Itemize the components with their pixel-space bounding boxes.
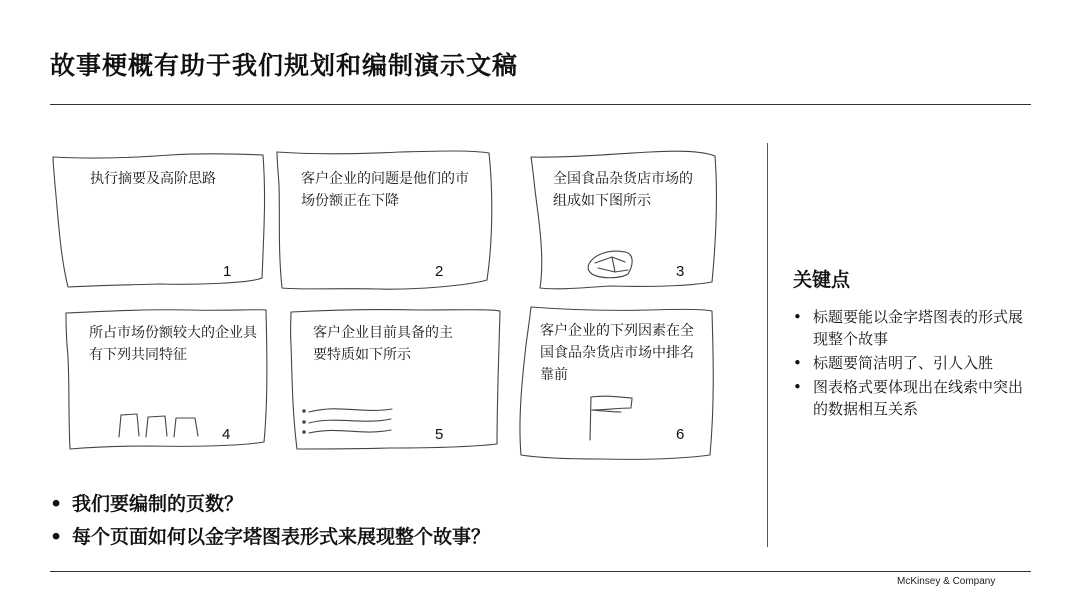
question-item: • 我们要编制的页数？ [50,488,490,521]
card-4-text: 所占市场份额较大的企业具有下列共同特征 [89,325,257,363]
card-1-text: 执行摘要及高阶思路 [90,171,216,187]
key-points-list [793,306,1033,422]
footer-brand: McKinsey & Company [897,576,996,587]
bar-chart-doodle [119,414,198,437]
flag-chart-doodle [590,396,632,440]
card-2-text: 客户企业的问题是他们的市场份额正在下降 [301,171,469,209]
card-6-text: 客户企业的下列因素在全国食品杂货店市场中排名靠前 [540,323,694,383]
lines-doodle [309,409,392,433]
card-5-number: 5 [435,426,444,443]
card-5-text: 客户企业目前具备的主要特质如下所示 [313,325,453,363]
card-2-number: 2 [435,263,444,280]
card-1-number: 1 [223,263,232,280]
key-point-item: • 标题要能以金字塔图表的形式展现整个故事 [793,306,1033,350]
key-point-item: • 标题要简洁明了、引人入胜 [793,352,1033,374]
card-4-number: 4 [222,426,231,443]
question-list [50,488,490,554]
card-3-text: 全国食品杂货店市场的组成如下图所示 [553,171,693,209]
question-item: • 每个页面如何以金字塔图表形式来展现整个故事？ [50,521,490,554]
page-title: 故事梗概有助于我们规划和编制演示文稿 [50,51,519,80]
key-point-item: • 图表格式要体现出在线索中突出的数据相互关系 [793,376,1033,420]
bullet-dots [302,409,306,434]
key-points-title: 关键点 [793,269,851,291]
card-3-number: 3 [676,263,685,280]
pie-chart-doodle [588,251,632,278]
card-6-number: 6 [676,426,685,443]
